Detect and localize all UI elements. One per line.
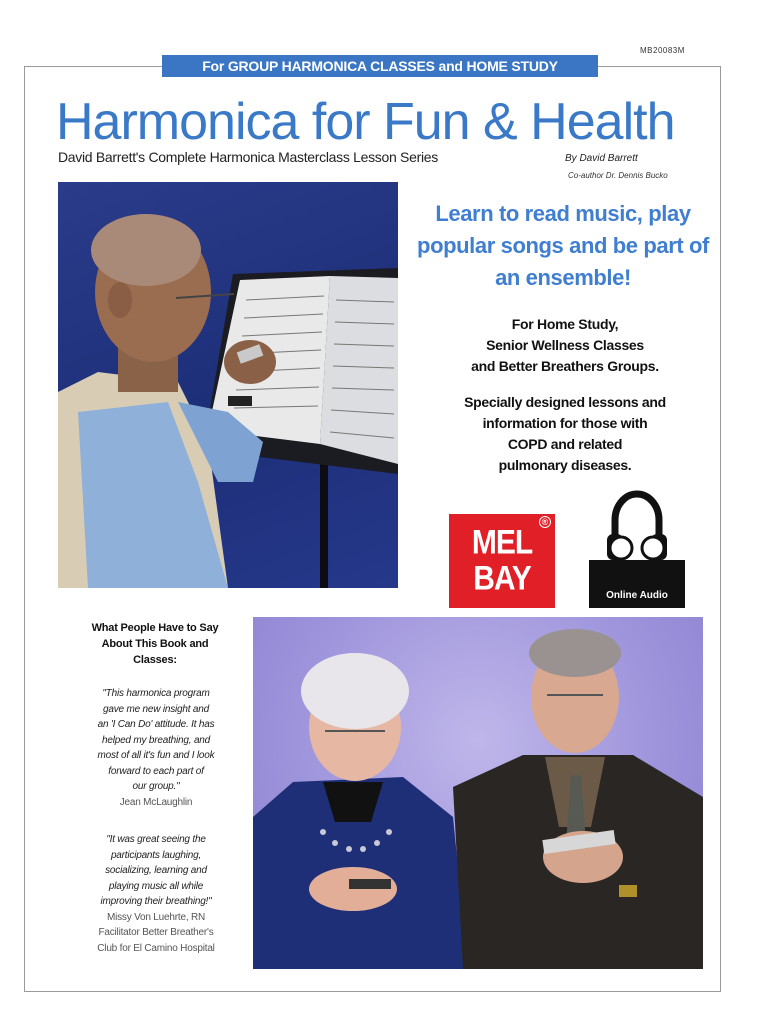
audience-line: For Home Study, bbox=[511, 316, 619, 332]
registered-mark: ® bbox=[539, 516, 551, 528]
coauthor-credit: Co-author Dr. Dennis Bucko bbox=[568, 171, 668, 180]
headline: Learn to read music, play popular songs and be part of an ensemble! bbox=[417, 201, 709, 290]
purpose-line: COPD and related bbox=[507, 436, 623, 452]
purpose-line: pulmonary diseases. bbox=[498, 457, 632, 473]
music-stand-pole bbox=[320, 452, 328, 588]
testimonial-2 bbox=[68, 832, 244, 956]
online-audio-label: Online Audio bbox=[589, 560, 685, 608]
catalog-number: MB20083M bbox=[640, 46, 685, 55]
mel-bay-logo-line1: MEL bbox=[471, 523, 533, 562]
hand bbox=[224, 340, 276, 384]
testimonial-line: improving their breathing!" bbox=[100, 896, 212, 907]
photo-couple-with-harmonicas bbox=[253, 617, 703, 969]
audience-line: Senior Wellness Classes bbox=[486, 337, 644, 353]
testimonial-1 bbox=[68, 686, 244, 810]
sheet-music-right bbox=[320, 276, 398, 464]
testimonial-line: gave me new insight and bbox=[102, 703, 210, 715]
testimonial-line: an 'I Can Do' attitude. It has bbox=[97, 719, 215, 730]
testimonial-author: Club for El Camino Hospital bbox=[97, 942, 215, 954]
photo-couple-illustration bbox=[253, 617, 703, 969]
top-banner: For GROUP HARMONICA CLASSES and HOME STUDY bbox=[162, 55, 598, 77]
testimonial-line: most of all it's fun and I look bbox=[97, 750, 215, 761]
mel-bay-logo bbox=[449, 514, 555, 608]
author-credit: By David Barrett bbox=[565, 153, 638, 164]
photo-man-playing-harmonica bbox=[58, 182, 398, 588]
testimonial-author: Jean McLaughlin bbox=[119, 796, 193, 808]
audience-line: and Better Breathers Groups. bbox=[471, 358, 659, 374]
testimonials-heading-line: About This Book and bbox=[101, 638, 209, 650]
testimonials-heading bbox=[70, 620, 240, 668]
testimonial-author: Missy Von Luehrte, RN bbox=[106, 911, 206, 923]
testimonial-line: our group." bbox=[132, 781, 180, 792]
purpose-line: Specially designed lessons and bbox=[464, 394, 666, 410]
book-subtitle: David Barrett's Complete Harmonica Masterclass Lesson Series bbox=[58, 149, 438, 165]
book-title: Harmonica for Fun & Health bbox=[56, 93, 675, 151]
testimonial-author: Facilitator Better Breather's bbox=[98, 927, 214, 938]
headphones-icon bbox=[589, 484, 685, 564]
woman-harmonica bbox=[349, 879, 391, 889]
photo-man-illustration bbox=[58, 182, 398, 588]
wristwatch bbox=[228, 396, 252, 406]
testimonial-line: "It was great seeing the bbox=[106, 834, 206, 845]
mel-bay-logo-line2: BAY bbox=[473, 559, 531, 598]
testimonial-line: forward to each part of bbox=[108, 765, 204, 777]
man-hair bbox=[529, 629, 621, 677]
testimonial-line: socializing, learning and bbox=[105, 865, 207, 876]
purpose-line: information for those with bbox=[482, 415, 648, 431]
hair bbox=[91, 214, 201, 286]
purpose-text bbox=[420, 392, 710, 476]
online-audio-badge bbox=[589, 484, 685, 608]
testimonials-heading-line: Classes: bbox=[133, 654, 177, 666]
audience-text bbox=[420, 314, 710, 377]
woman-hair bbox=[301, 653, 409, 729]
man-watch bbox=[619, 885, 637, 897]
testimonial-line: helped my breathing, and bbox=[101, 734, 211, 746]
testimonial-line: participants laughing, bbox=[110, 849, 202, 861]
ear bbox=[108, 282, 132, 318]
testimonial-line: "This harmonica program bbox=[102, 688, 210, 699]
testimonials-heading-line: What People Have to Say bbox=[91, 622, 219, 634]
testimonial-line: playing music all while bbox=[108, 880, 204, 892]
